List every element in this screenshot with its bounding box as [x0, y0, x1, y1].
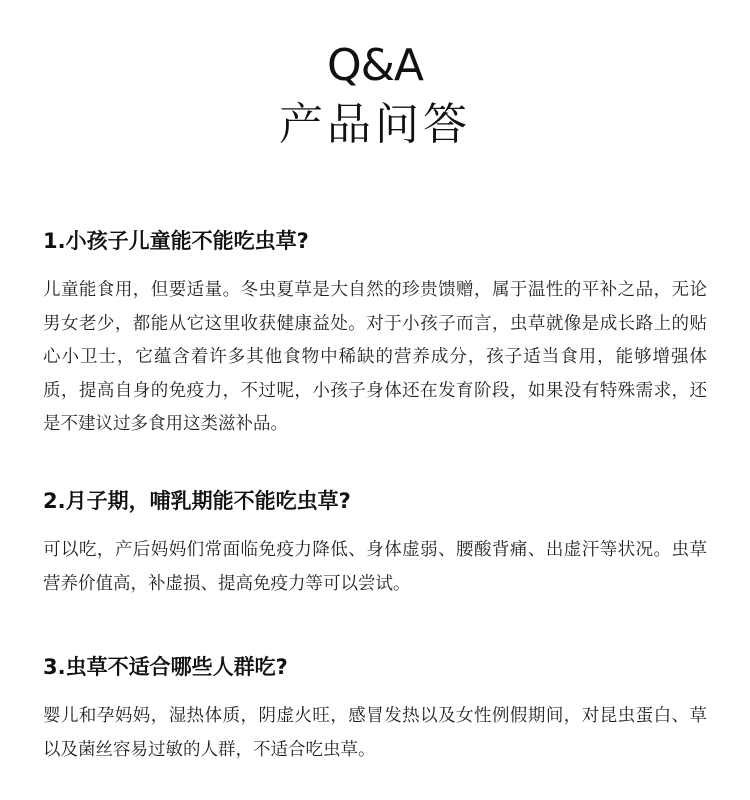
faq-item-3 — [43, 652, 707, 767]
faq-question: 3.虫草不适合哪些人群吃? — [43, 655, 288, 679]
page-header — [0, 0, 750, 154]
page-subtitle: 产品问答 — [279, 99, 471, 150]
faq-answer: 婴儿和孕妈妈，湿热体质，阴虚火旺，感冒发热以及女性例假期间，对昆虫蛋白、草以及菌丝容易过敏的人群，不适合吃虫草。 — [43, 706, 707, 760]
faq-item-1 — [43, 226, 707, 442]
faq-question: 1.小孩子儿童能不能吃虫草? — [43, 229, 309, 253]
faq-question: 2.月子期，哺乳期能不能吃虫草? — [43, 489, 351, 513]
faq-answer: 可以吃，产后妈妈们常面临免疫力降低、身体虚弱、腰酸背痛、出虚汗等状况。虫草营养价值高，补虚损、提高免疫力等可以尝试。 — [43, 540, 707, 594]
faq-answer: 儿童能食用，但要适量。冬虫夏草是大自然的珍贵馈赠，属于温性的平补之品，无论男女老少，都能从它这里收获健康益处。对于小孩子而言，虫草就像是成长路上的贴心小卫士，它蕴含着许多其他食物中稀缺的营养成分，孩子适当食用，能够增强体质，提高自身的免疫力，不过呢，小孩子身体还在发育阶段，如果没有特殊需求，还是不建议过多食用这类滋补品。 — [43, 280, 707, 434]
faq-item-2 — [43, 486, 707, 601]
page-title: Q&A — [326, 40, 424, 91]
